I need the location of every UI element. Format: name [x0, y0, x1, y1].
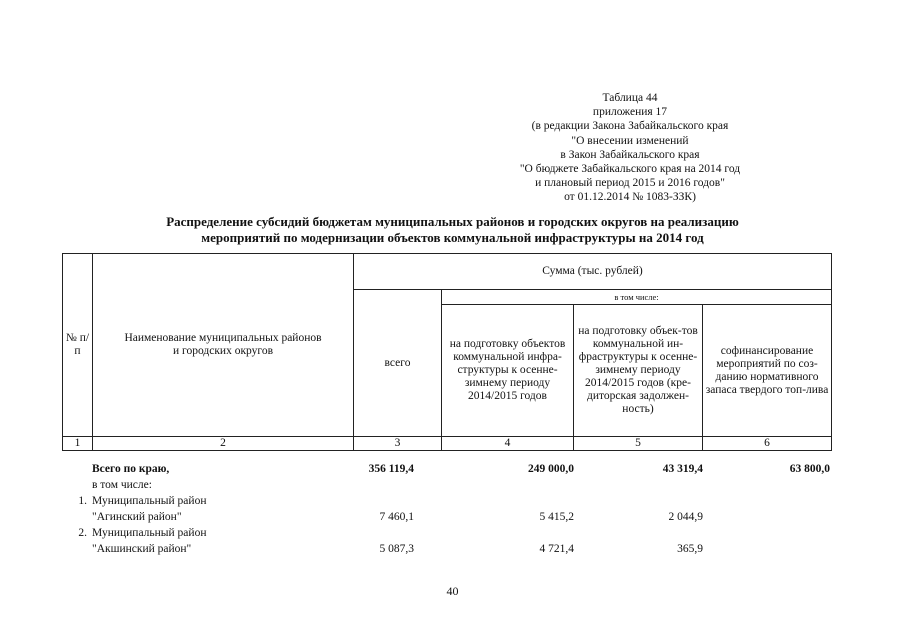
header-col5: на подготовку объек-тов коммунальной ин-фраструктуры к осенне-зимнему периоду 2014/2015 годов (кре-диторская задолжен-ность) [574, 305, 703, 437]
header-col4: на подготовку объектов коммунальной инфра-структуры к осенне-зимнему периоду 2014/2015 годов [442, 305, 574, 437]
note-line: Таблица 44 [602, 92, 658, 104]
row-name: Муниципальный район [92, 495, 207, 507]
appendix-note [480, 91, 780, 205]
header-total: всего [354, 290, 442, 437]
note-line: в Закон Забайкальского края [560, 148, 700, 161]
note-line: и плановый период 2015 и 2016 годов" [535, 177, 725, 190]
total-row [62, 461, 831, 477]
page-number: 40 [446, 584, 459, 598]
row-total: 5 087,3 [379, 543, 414, 555]
row-name: "Акшинский район" [92, 543, 192, 555]
total-v1: 249 000,0 [528, 463, 574, 475]
note-line: "О бюджете Забайкальского края на 2014 год [519, 163, 741, 176]
total-v2: 43 319,4 [662, 463, 703, 475]
row-name: "Агинский район" [92, 511, 182, 523]
column-number: 3 [354, 437, 442, 451]
row-v2: 365,9 [677, 543, 703, 555]
column-number: 1 [63, 437, 93, 451]
subsidy-table-header [62, 253, 832, 451]
header-num: № п/п [63, 254, 93, 437]
row-number: 1. [78, 495, 87, 507]
sub-label-row [62, 477, 831, 493]
header-name: Наименование муниципальных районов и городских округов [93, 254, 354, 437]
note-line: "О внесении изменений [571, 134, 689, 147]
row-v1: 5 415,2 [539, 511, 574, 523]
row-number: 2. [78, 527, 87, 539]
note-line: (в редакции Закона Забайкальского края [531, 120, 729, 133]
row-total: 7 460,1 [379, 511, 414, 523]
column-number: 2 [93, 437, 354, 451]
title-line: Распределение субсидий бюджетам муниципальных районов и городских округов на реализацию [166, 214, 739, 229]
row-name: Муниципальный район [92, 527, 207, 539]
header-col6: софинансирование мероприятий по соз-данию нормативного запаса твердого топ-лива [703, 305, 832, 437]
header-including: в том числе: [442, 290, 832, 305]
sub-label: в том числе: [92, 479, 152, 491]
row-v2: 2 044,9 [668, 511, 703, 523]
document-title [100, 214, 805, 246]
total-sum: 356 119,4 [368, 463, 414, 475]
header-sum: Сумма (тыс. рублей) [354, 254, 832, 290]
row-v1: 4 721,4 [539, 543, 574, 555]
column-number: 5 [574, 437, 703, 451]
title-line: мероприятий по модернизации объектов коммунальной инфраструктуры на 2014 год [201, 230, 704, 245]
column-number: 6 [703, 437, 832, 451]
note-line: от 01.12.2014 № 1083-ЗЗК) [564, 191, 696, 204]
column-number: 4 [442, 437, 574, 451]
table-row [62, 493, 831, 509]
note-line: приложения 17 [592, 106, 668, 119]
table-row [62, 509, 831, 525]
table-row [62, 541, 831, 557]
total-label: Всего по краю, [92, 463, 170, 475]
table-body [62, 461, 831, 557]
table-row [62, 525, 831, 541]
total-v3: 63 800,0 [789, 463, 830, 475]
